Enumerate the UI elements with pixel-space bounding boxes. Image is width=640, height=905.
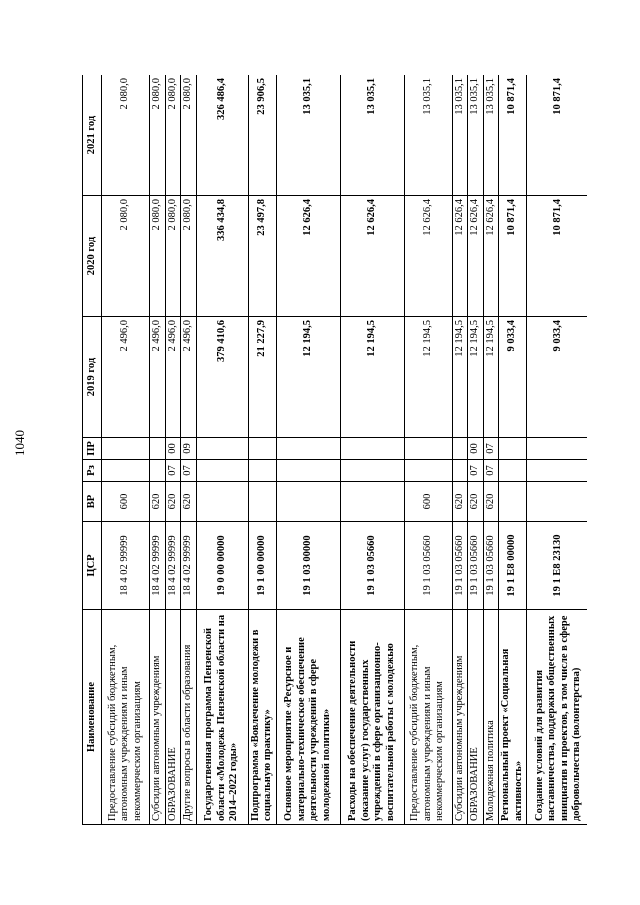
cell-csr: 18 4 02 99999	[150, 522, 166, 610]
header-csr: ЦСР	[83, 522, 102, 610]
cell-rz: 07	[483, 460, 499, 482]
cell-csr: 19 1 03 05660	[483, 522, 499, 610]
cell-rz: 07	[181, 460, 197, 482]
table-row	[196, 75, 248, 825]
table-row	[181, 75, 197, 825]
cell-name: Предоставление субсидий бюджетным, автономным учреждениям и иным некоммерческим организациям	[404, 610, 452, 825]
cell-pr	[276, 438, 340, 460]
cell-pr: 09	[181, 438, 197, 460]
cell-csr: 19 1 03 00000	[276, 522, 340, 610]
header-2020: 2020 год	[83, 196, 102, 317]
cell-rz	[340, 460, 404, 482]
cell-name: ОБРАЗОВАНИЕ	[468, 610, 484, 825]
cell-2021: 2 080,0	[102, 75, 150, 196]
cell-name: Региональный проект «Социальная активность»	[499, 610, 527, 825]
cell-name: Государственная программа Пензенской области «Молодежь Пензенской области на 2014–2022 годы»	[196, 610, 248, 825]
cell-rz	[452, 460, 468, 482]
cell-2020: 12 626,4	[340, 196, 404, 317]
cell-vr: 620	[181, 482, 197, 522]
cell-2020: 2 080,0	[102, 196, 150, 317]
cell-pr	[102, 438, 150, 460]
cell-rz	[404, 460, 452, 482]
cell-pr: 00	[468, 438, 484, 460]
cell-2021: 2 080,0	[150, 75, 166, 196]
header-2021: 2021 год	[83, 75, 102, 196]
cell-pr: 00	[165, 438, 181, 460]
cell-vr: 600	[102, 482, 150, 522]
cell-2021: 10 871,4	[499, 75, 527, 196]
cell-2019: 12 194,5	[340, 317, 404, 438]
cell-2019: 2 496,0	[102, 317, 150, 438]
cell-vr	[248, 482, 276, 522]
cell-2020: 12 626,4	[276, 196, 340, 317]
cell-vr	[340, 482, 404, 522]
table-row	[483, 75, 499, 825]
cell-vr	[527, 482, 588, 522]
cell-csr: 19 1 03 05660	[468, 522, 484, 610]
cell-vr	[196, 482, 248, 522]
cell-2021: 13 035,1	[340, 75, 404, 196]
header-name: Наименование	[83, 610, 102, 825]
cell-pr	[404, 438, 452, 460]
cell-vr: 620	[468, 482, 484, 522]
cell-2021: 13 035,1	[452, 75, 468, 196]
cell-vr: 600	[404, 482, 452, 522]
cell-csr: 18 4 02 99999	[165, 522, 181, 610]
table-row	[276, 75, 340, 825]
cell-csr: 18 4 02 99999	[181, 522, 197, 610]
header-pr: ПР	[83, 438, 102, 460]
cell-vr: 620	[452, 482, 468, 522]
table-container	[82, 75, 587, 825]
cell-rz	[196, 460, 248, 482]
cell-2020: 12 626,4	[483, 196, 499, 317]
cell-2019: 2 496,0	[150, 317, 166, 438]
cell-rz	[276, 460, 340, 482]
table-row	[248, 75, 276, 825]
cell-csr: 19 1 03 05660	[452, 522, 468, 610]
cell-2020: 10 871,4	[499, 196, 527, 317]
header-vr: ВР	[83, 482, 102, 522]
table-row	[452, 75, 468, 825]
cell-vr	[276, 482, 340, 522]
table-row	[150, 75, 166, 825]
cell-2021: 2 080,0	[181, 75, 197, 196]
table-row	[102, 75, 150, 825]
budget-table	[82, 75, 587, 825]
table-row	[527, 75, 588, 825]
cell-2020: 12 626,4	[404, 196, 452, 317]
cell-2019: 12 194,5	[276, 317, 340, 438]
cell-2020: 2 080,0	[150, 196, 166, 317]
cell-name: Предоставление субсидий бюджетным, автономным учреждениям и иным некоммерческим организациям	[102, 610, 150, 825]
cell-2020: 23 497,8	[248, 196, 276, 317]
cell-rz: 07	[468, 460, 484, 482]
cell-rz	[102, 460, 150, 482]
cell-2019: 12 194,5	[452, 317, 468, 438]
table-row	[468, 75, 484, 825]
cell-pr	[196, 438, 248, 460]
cell-csr: 19 0 00 00000	[196, 522, 248, 610]
cell-2020: 12 626,4	[452, 196, 468, 317]
cell-pr	[499, 438, 527, 460]
cell-csr: 19 1 E8 00000	[499, 522, 527, 610]
cell-2021: 23 906,5	[248, 75, 276, 196]
cell-csr: 19 1 00 00000	[248, 522, 276, 610]
cell-name: Основное мероприятие «Ресурсное и материально-техническое обеспечение деятельности учреждений в сфере молодежной политики»	[276, 610, 340, 825]
cell-name: Расходы на обеспечение деятельности (оказание услуг) государственных учреждений в сфере организационно-воспитательной работы с молодежью	[340, 610, 404, 825]
cell-vr: 620	[150, 482, 166, 522]
cell-2021: 13 035,1	[468, 75, 484, 196]
cell-pr	[340, 438, 404, 460]
cell-2021: 326 486,4	[196, 75, 248, 196]
cell-name: ОБРАЗОВАНИЕ	[165, 610, 181, 825]
cell-2021: 13 035,1	[276, 75, 340, 196]
cell-2020: 2 080,0	[165, 196, 181, 317]
cell-name: Молодежная политика	[483, 610, 499, 825]
table-row	[165, 75, 181, 825]
cell-2021: 2 080,0	[165, 75, 181, 196]
cell-rz: 07	[165, 460, 181, 482]
table-row	[404, 75, 452, 825]
cell-csr: 19 1 03 05660	[340, 522, 404, 610]
cell-name: Другие вопросы в области образования	[181, 610, 197, 825]
cell-2019: 2 496,0	[181, 317, 197, 438]
cell-pr	[452, 438, 468, 460]
cell-name: Создание условий для развития наставничества, поддержки общественных инициатив и проектов, в том числе в сфере добровольчества (волонтерства)	[527, 610, 588, 825]
cell-2019: 12 194,5	[483, 317, 499, 438]
cell-2021: 10 871,4	[527, 75, 588, 196]
cell-pr	[150, 438, 166, 460]
cell-vr: 620	[483, 482, 499, 522]
cell-2019: 379 410,6	[196, 317, 248, 438]
cell-2019: 12 194,5	[468, 317, 484, 438]
cell-2021: 13 035,1	[483, 75, 499, 196]
cell-2019: 2 496,0	[165, 317, 181, 438]
cell-2019: 21 227,9	[248, 317, 276, 438]
cell-2020: 10 871,4	[527, 196, 588, 317]
cell-name: Субсидии автономным учреждениям	[452, 610, 468, 825]
cell-rz	[150, 460, 166, 482]
cell-rz	[527, 460, 588, 482]
cell-name: Подпрограмма «Вовлечение молодежи в социальную практику»	[248, 610, 276, 825]
cell-pr	[248, 438, 276, 460]
rotated-table-area	[82, 75, 587, 825]
cell-pr	[527, 438, 588, 460]
cell-2020: 336 434,8	[196, 196, 248, 317]
header-row	[83, 75, 102, 825]
cell-2021: 13 035,1	[404, 75, 452, 196]
header-2019: 2019 год	[83, 317, 102, 438]
cell-name: Субсидии автономным учреждениям	[150, 610, 166, 825]
cell-vr	[499, 482, 527, 522]
cell-csr: 18 4 02 99999	[102, 522, 150, 610]
cell-2019: 9 033,4	[499, 317, 527, 438]
cell-2019: 9 033,4	[527, 317, 588, 438]
cell-rz	[499, 460, 527, 482]
cell-csr: 19 1 03 05660	[404, 522, 452, 610]
table-row	[340, 75, 404, 825]
cell-pr: 07	[483, 438, 499, 460]
header-rz: Рз	[83, 460, 102, 482]
table-row	[499, 75, 527, 825]
page-number: 1040	[12, 430, 27, 456]
cell-2019: 12 194,5	[404, 317, 452, 438]
cell-csr: 19 1 E8 23130	[527, 522, 588, 610]
cell-2020: 12 626,4	[468, 196, 484, 317]
cell-rz	[248, 460, 276, 482]
cell-2020: 2 080,0	[181, 196, 197, 317]
cell-vr: 620	[165, 482, 181, 522]
